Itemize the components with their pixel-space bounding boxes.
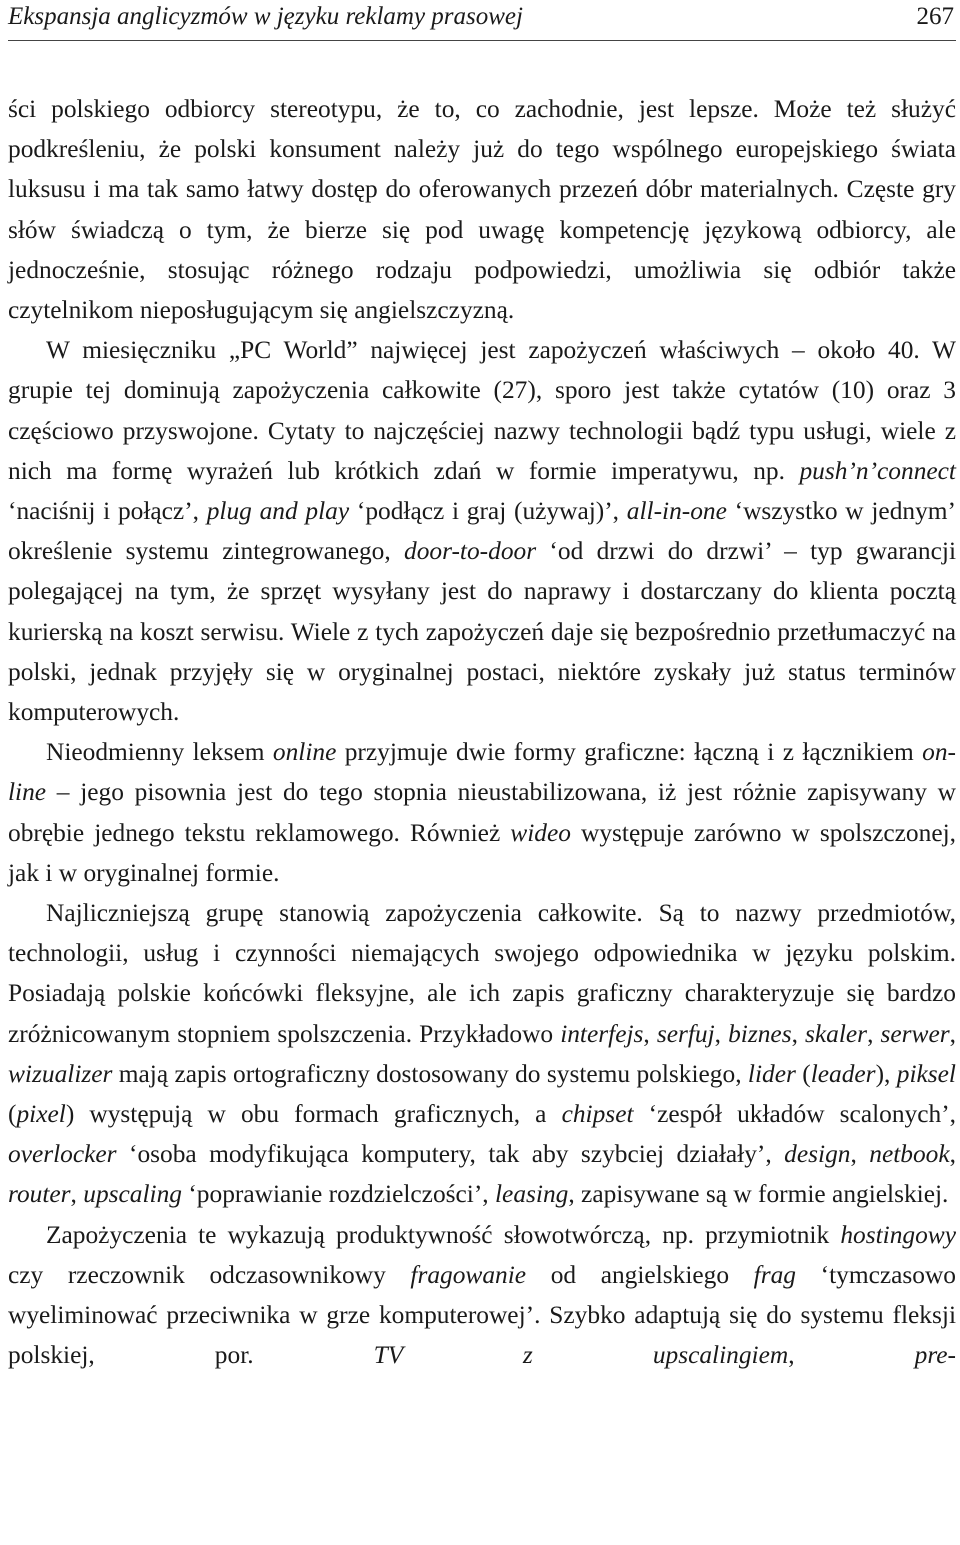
italic-term: design bbox=[784, 1140, 851, 1169]
italic-term: plug and play bbox=[206, 497, 350, 526]
book-page bbox=[8, 0, 956, 1376]
text-run: ), bbox=[875, 1059, 897, 1088]
text-run: czy rzeczownik odczasownikowy bbox=[8, 1260, 411, 1289]
running-title: Ekspansja anglicyzmów w języku reklamy prasowej bbox=[8, 3, 523, 30]
italic-term: piksel bbox=[896, 1059, 956, 1088]
italic-term: hostingowy bbox=[840, 1220, 956, 1249]
italic-term: fragowanie bbox=[410, 1260, 527, 1289]
italic-term: overlocker bbox=[8, 1140, 117, 1169]
text-run: , zapisywane są w formie angielskiej. bbox=[568, 1180, 949, 1209]
italic-term: router bbox=[8, 1180, 71, 1209]
paragraph bbox=[8, 89, 956, 330]
running-head bbox=[8, 0, 956, 41]
italic-term: serfuj bbox=[656, 1019, 715, 1048]
text-run: mają zapis ortograficzny dostosowany do systemu polskiego, bbox=[112, 1059, 748, 1088]
italic-term: leasing bbox=[495, 1180, 569, 1209]
italic-term: netbook bbox=[869, 1140, 950, 1169]
paragraph bbox=[8, 1215, 956, 1376]
text-run: ‘poprawianie rozdzielczości’, bbox=[182, 1180, 495, 1209]
italic-term: on-line bbox=[8, 738, 956, 807]
text-run: , bbox=[714, 1019, 729, 1048]
italic-term: lider bbox=[747, 1059, 796, 1088]
italic-term: chipset bbox=[561, 1100, 634, 1129]
text-run: przyjmuje dwie formy graficzne: łączną i z łącznikiem bbox=[336, 738, 923, 767]
text-run: ‘od drzwi do drzwi’ – typ gwarancji polegającej na tym, że sprzęt wysyłany jest do naprawy i dostarczany do klienta pocztą kurierską na koszt serwisu. Wiele z tych zapożyczeń daje się bezpośrednio przetłumaczyć na polski, jednak przyjęły się w oryginalnej postaci, niektóre zyskały już status terminów komputerowych. bbox=[8, 537, 956, 727]
paragraph bbox=[8, 893, 956, 1215]
text-run: , bbox=[949, 1140, 956, 1169]
text-run: Najliczniejszą grupę stanowią zapożyczenia całkowite. Są to nazwy przedmiotów, technologii, usług i czynności niemających swojego odpowiednika w języku polskim. Posiadają polskie końcówki fleksyjne, ale ich zapis graficzny charakteryzuje się bardzo zróżnicowanym stopniem spolszczenia. Przykładowo bbox=[8, 899, 956, 1048]
paragraph bbox=[8, 732, 956, 893]
page-number: 267 bbox=[916, 3, 954, 30]
italic-term: leader bbox=[810, 1059, 876, 1088]
italic-term: push’n’connect bbox=[799, 456, 956, 485]
italic-term: upscaling bbox=[83, 1180, 182, 1209]
text-run: ‘osoba modyfikująca komputery, tak aby szybciej działały’, bbox=[116, 1140, 785, 1169]
text-run: występuje zarówno w spolszczonej, jak i w oryginalnej formie. bbox=[8, 818, 956, 887]
text-run: , bbox=[867, 1019, 881, 1048]
italic-term: door-to-door bbox=[404, 537, 537, 566]
text-run: ‘wszystko w jednym’ określenie systemu zintegrowanego, bbox=[8, 497, 956, 566]
text-run: ‘naciśnij i połącz’, bbox=[8, 497, 207, 526]
text-run: ( bbox=[795, 1059, 811, 1088]
italic-term: all-in-one bbox=[626, 497, 727, 526]
italic-term: pixel bbox=[16, 1100, 66, 1129]
text-run: ‘tymczasowo wyeliminować przeciwnika w grze komputerowej’. Szybko adaptują się do systemu fleksji polskiej, por. bbox=[8, 1260, 956, 1370]
text-run: ‘zespół układów scalonych’, bbox=[633, 1100, 956, 1129]
text-run: ) występują w obu formach graficznych, a bbox=[65, 1100, 562, 1129]
italic-term: serwer bbox=[880, 1019, 950, 1048]
text-run: ( bbox=[8, 1100, 17, 1129]
italic-term: TV z upscalingiem bbox=[373, 1341, 789, 1370]
text-run: , bbox=[643, 1019, 657, 1048]
body-text bbox=[8, 89, 956, 1376]
text-run: , bbox=[949, 1019, 956, 1048]
text-run: , bbox=[788, 1341, 915, 1370]
text-run: – jego pisownia jest do tego stopnia nieustabilizowana, iż jest różnie zapisywany w obrębie jednego tekstu reklamowego. Również bbox=[8, 778, 956, 847]
text-run: Zapożyczenia te wykazują produktywność słowotwórczą, np. przymiotnik bbox=[46, 1220, 841, 1249]
text-run: ‘podłącz i graj (używaj)’, bbox=[349, 497, 627, 526]
italic-term: wideo bbox=[510, 818, 571, 847]
text-run: W miesięczniku „PC World” najwięcej jest zapożyczeń właściwych – około 40. W grupie tej dominują zapożyczenia całkowite (27), sporo jest także cytatów (10) oraz 3 częściowo przyswojone. Cytaty to najczęściej nazwy technologii bądź typu usługi, wiele z nich ma formę wyrażeń lub krótkich zdań w formie imperatywu, np. bbox=[8, 336, 956, 485]
text-run: , bbox=[791, 1019, 805, 1048]
text-run: ści polskiego odbiorcy stereotypu, że to, co zachodnie, jest lepsze. Może też służyć podkreśleniu, że polski konsument należy już do tego wspólnego europejskiego świata luksusu i ma tak samo łatwy dostęp do oferowanych przezeń dóbr materialnych. Częste gry słów świadczą o tym, że bierze się pod uwagę kompetencję językową odbiorcy, ale jednocześnie, stosując różnego rodzaju podpowiedzi, umożliwia się odbiór także czytelnikom nieposługującym się angielszczyzną. bbox=[8, 95, 956, 325]
italic-term: biznes bbox=[728, 1019, 792, 1048]
text-run: Nieodmienny leksem bbox=[46, 738, 273, 767]
text-run: od angielskiego bbox=[526, 1260, 754, 1289]
italic-term: frag bbox=[753, 1260, 796, 1289]
italic-term: skaler bbox=[805, 1019, 868, 1048]
italic-term: online bbox=[272, 738, 337, 767]
text-run: , bbox=[70, 1180, 84, 1209]
paragraph bbox=[8, 330, 956, 732]
italic-term: interfejs bbox=[560, 1019, 644, 1048]
italic-term: wizualizer bbox=[8, 1059, 113, 1088]
text-run: , bbox=[850, 1140, 870, 1169]
italic-term: pre- bbox=[914, 1341, 956, 1370]
